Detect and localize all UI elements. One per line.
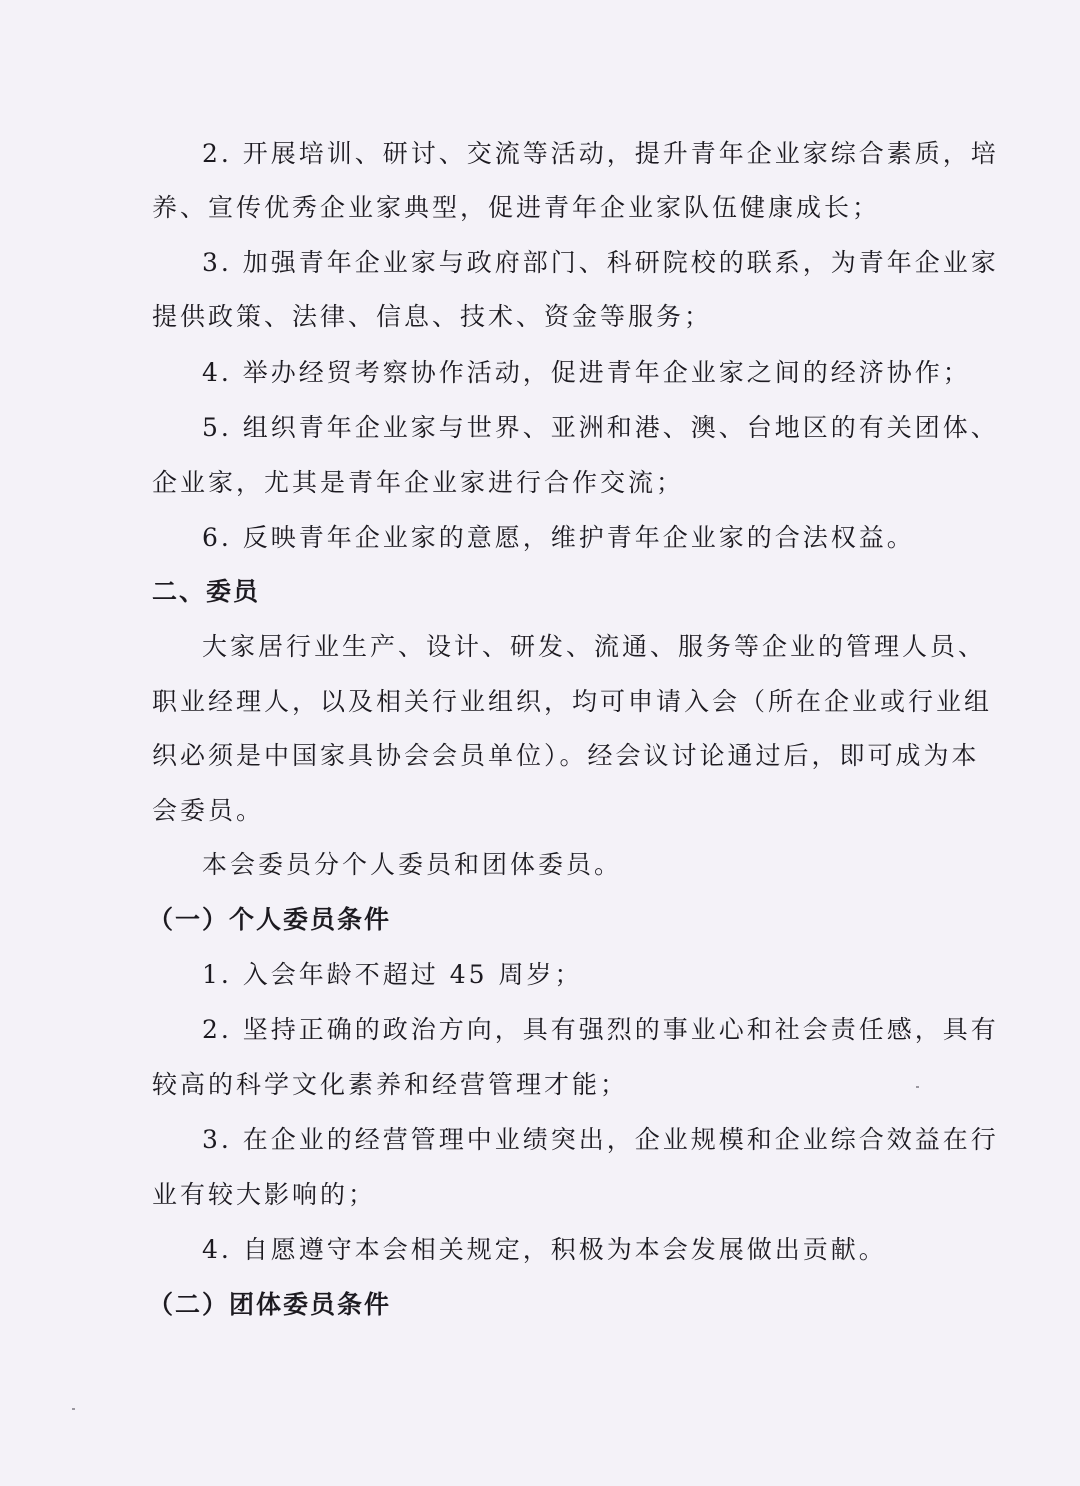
paragraph-item-5-line-2: 企业家，尤其是青年企业家进行合作交流； (152, 468, 685, 497)
condition-item-1: 1. 入会年龄不超过 45 周岁； (202, 960, 583, 989)
section-heading-members: 二、委员 (152, 577, 261, 606)
paragraph-item-6: 6. 反映青年企业家的意愿，维护青年企业家的合法权益。 (202, 523, 915, 552)
condition-item-2-line-2: 较高的科学文化素养和经营管理才能； (152, 1070, 629, 1099)
condition-item-2-line-1: 2. 坚持正确的政治方向，具有强烈的事业心和社会责任感，具有 (202, 1015, 999, 1044)
paragraph-members-line-3: 织必须是中国家具协会会员单位）。经会议讨论通过后，即可成为本 (152, 741, 980, 770)
paragraph-members-line-1: 大家居行业生产、设计、研发、流通、服务等企业的管理人员、 (202, 632, 987, 661)
paragraph-item-3-line-1: 3. 加强青年企业家与政府部门、科研院校的联系，为青年企业家 (202, 248, 999, 277)
paragraph-member-types: 本会委员分个人委员和团体委员。 (202, 850, 623, 879)
condition-item-3-line-1: 3. 在企业的经营管理中业绩突出，企业规模和企业综合效益在行 (202, 1125, 999, 1154)
condition-item-3-line-2: 业有较大影响的； (152, 1180, 377, 1209)
subsection-heading-group: （二）团体委员条件 (148, 1290, 392, 1319)
scan-speck (916, 1086, 919, 1088)
paragraph-item-2-line-1: 2. 开展培训、研讨、交流等活动，提升青年企业家综合素质，培 (202, 139, 999, 168)
scan-speck (72, 1408, 75, 1410)
subsection-heading-individual: （一）个人委员条件 (148, 905, 392, 934)
paragraph-members-line-4: 会委员。 (152, 796, 265, 825)
paragraph-item-3-line-2: 提供政策、法律、信息、技术、资金等服务； (152, 302, 713, 331)
paragraph-item-2-line-2: 养、宣传优秀企业家典型，促进青年企业家队伍健康成长； (152, 193, 881, 222)
condition-item-4: 4. 自愿遵守本会相关规定，积极为本会发展做出贡献。 (202, 1235, 887, 1264)
paragraph-item-5-line-1: 5. 组织青年企业家与世界、亚洲和港、澳、台地区的有关团体、 (202, 413, 999, 442)
paragraph-item-4: 4. 举办经贸考察协作活动，促进青年企业家之间的经济协作； (202, 358, 971, 387)
paragraph-members-line-2: 职业经理人，以及相关行业组织，均可申请入会（所在企业或行业组 (152, 687, 993, 716)
